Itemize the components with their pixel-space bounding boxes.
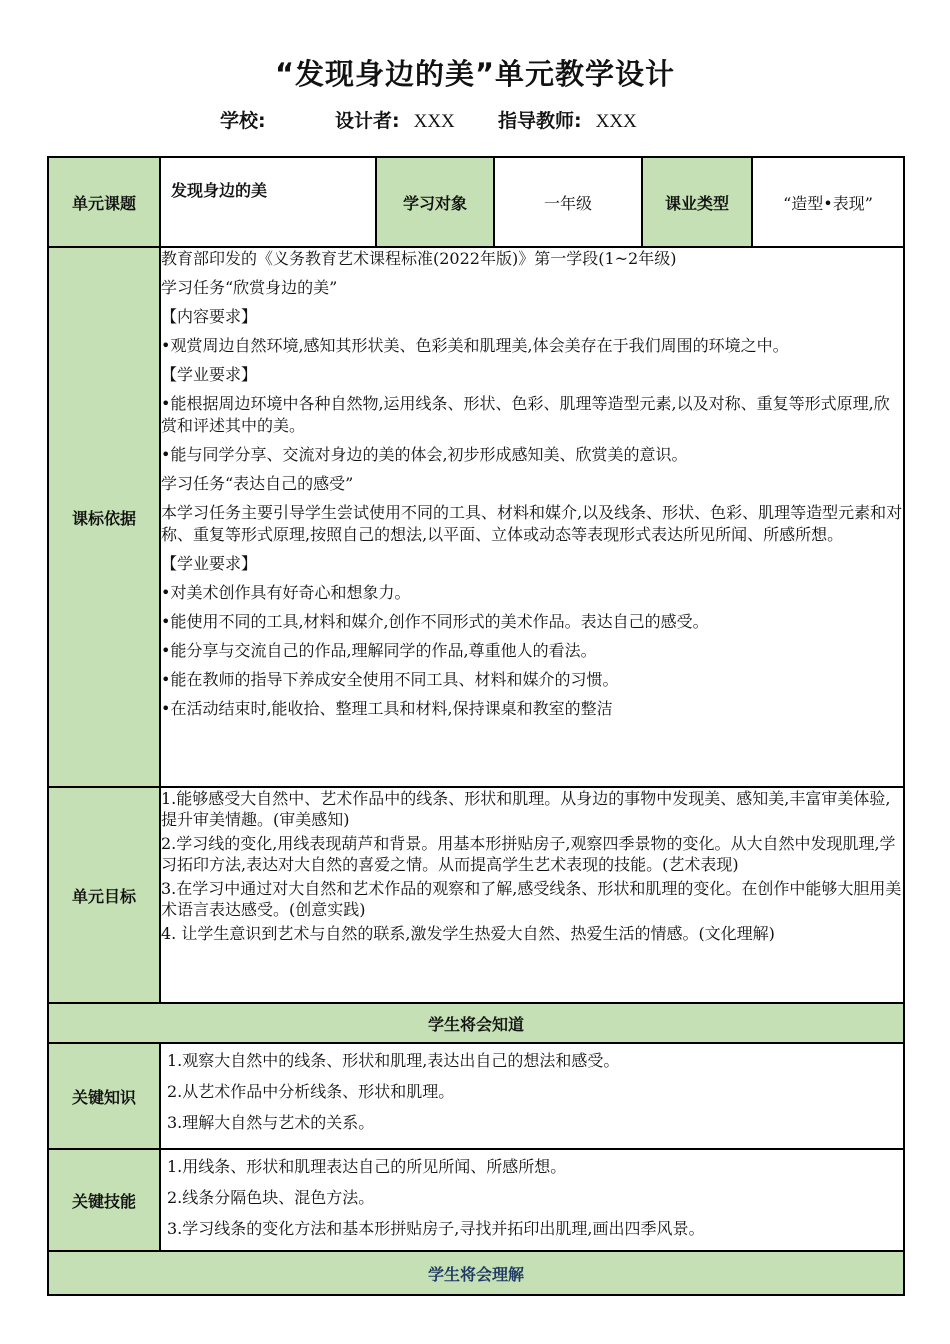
header-row — [48, 157, 904, 247]
standards-line: •对美术创作具有好奇心和想象力。 — [161, 583, 411, 602]
standards-line: 本学习任务主要引导学生尝试使用不同的工具、材料和媒介,以及线条、形状、色彩、肌理等造型元素和对称、重复等形式原理,按照自己的想法,以平面、立体或动态等表现形式表达所见所闻、所感所想。 — [161, 503, 903, 544]
standards-row — [48, 247, 904, 787]
school-field — [220, 106, 266, 133]
course-type-label: 课业类型 — [642, 157, 752, 247]
goal-item: 4. 让学生意识到艺术与自然的联系,激发学生热爱大自然、热爱生活的情感。(文化理解) — [161, 924, 775, 943]
skill-item: 1.用线条、形状和肌理表达自己的所见所闻、所感所想。 — [167, 1157, 567, 1176]
standards-line: 学习任务“欣赏身边的美” — [161, 278, 338, 297]
skill-item: 3.学习线条的变化方法和基本形拼贴房子,寻找并拓印出肌理,画出四季风景。 — [167, 1219, 705, 1238]
goals-label: 单元目标 — [48, 787, 160, 1003]
audience-value: 一年级 — [494, 157, 642, 247]
key-skills-label: 关键技能 — [48, 1149, 160, 1251]
designer-field — [335, 106, 455, 133]
goals-content — [160, 787, 904, 1003]
designer-label: 设计者: — [335, 110, 400, 132]
page-title: “发现身边的美”单元教学设计 — [274, 57, 676, 91]
goal-item: 3.在学习中通过对大自然和艺术作品的观察和了解,感受线条、形状和肌理的变化。在创作中能够大胆用美术语言表达感受。(创意实践) — [161, 879, 902, 919]
understand-section-row — [48, 1251, 904, 1295]
key-knowledge-row — [48, 1043, 904, 1149]
standards-line: 教育部印发的《义务教育艺术课程标准(2022年版)》第一学段(1~2年级) — [161, 249, 677, 268]
standards-line: •能分享与交流自己的作品,理解同学的作品,尊重他人的看法。 — [161, 641, 597, 660]
instructor-value: XXX — [595, 111, 637, 132]
know-section-row — [48, 1003, 904, 1043]
standards-line: •能与同学分享、交流对身边的美的体会,初步形成感知美、欣赏美的意识。 — [161, 445, 688, 464]
unit-topic-value: 发现身边的美 — [160, 157, 376, 247]
know-section-header: 学生将会知道 — [48, 1003, 904, 1043]
standards-line: •观赏周边自然环境,感知其形状美、色彩美和肌理美,体会美存在于我们周围的环境之中。 — [161, 336, 789, 355]
standards-line: •能根据周边环境中各种自然物,运用线条、形状、色彩、肌理等造型元素,以及对称、重复等形式原理,欣赏和评述其中的美。 — [161, 394, 890, 435]
audience-label: 学习对象 — [376, 157, 494, 247]
standards-label: 课标依据 — [48, 247, 160, 787]
unit-design-table — [47, 156, 905, 1296]
goals-row — [48, 787, 904, 1003]
standards-line: 【内容要求】 — [161, 307, 258, 326]
key-knowledge-content — [160, 1043, 904, 1149]
instructor-field — [498, 106, 637, 133]
designer-value: XXX — [413, 111, 455, 132]
course-type-value: “造型•表现” — [752, 157, 904, 247]
standards-line: 【学业要求】 — [161, 554, 258, 573]
goal-item: 1.能够感受大自然中、艺术作品中的线条、形状和肌理。从身边的事物中发现美、感知美,丰富审美体验,提升审美情趣。(审美感知) — [161, 789, 891, 829]
school-label: 学校: — [220, 110, 266, 132]
understand-section-header: 学生将会理解 — [48, 1251, 904, 1295]
standards-content — [160, 247, 904, 787]
skill-item: 2.线条分隔色块、混色方法。 — [167, 1188, 375, 1207]
knowledge-item: 2.从艺术作品中分析线条、形状和肌理。 — [167, 1082, 455, 1101]
standards-line: •能使用不同的工具,材料和媒介,创作不同形式的美术作品。表达自己的感受。 — [161, 612, 709, 631]
standards-line: •能在教师的指导下养成安全使用不同工具、材料和媒介的习惯。 — [161, 670, 619, 689]
key-skills-content — [160, 1149, 904, 1251]
standards-line: •在活动结束时,能收拾、整理工具和材料,保持课桌和教室的整洁 — [161, 699, 613, 718]
goal-item: 2.学习线的变化,用线表现葫芦和背景。用基本形拼贴房子,观察四季景物的变化。从大自然中发现肌理,学习拓印方法,表达对大自然的喜爱之情。从而提高学生艺术表现的技能。(艺术表现) — [161, 834, 896, 874]
knowledge-item: 3.理解大自然与艺术的关系。 — [167, 1113, 375, 1132]
knowledge-item: 1.观察大自然中的线条、形状和肌理,表达出自己的想法和感受。 — [167, 1051, 620, 1070]
key-knowledge-label: 关键知识 — [48, 1043, 160, 1149]
key-skills-row — [48, 1149, 904, 1251]
unit-topic-label: 单元课题 — [48, 157, 160, 247]
standards-line: 学习任务“表达自己的感受” — [161, 474, 354, 493]
standards-line: 【学业要求】 — [161, 365, 258, 384]
instructor-label: 指导教师: — [498, 110, 582, 132]
